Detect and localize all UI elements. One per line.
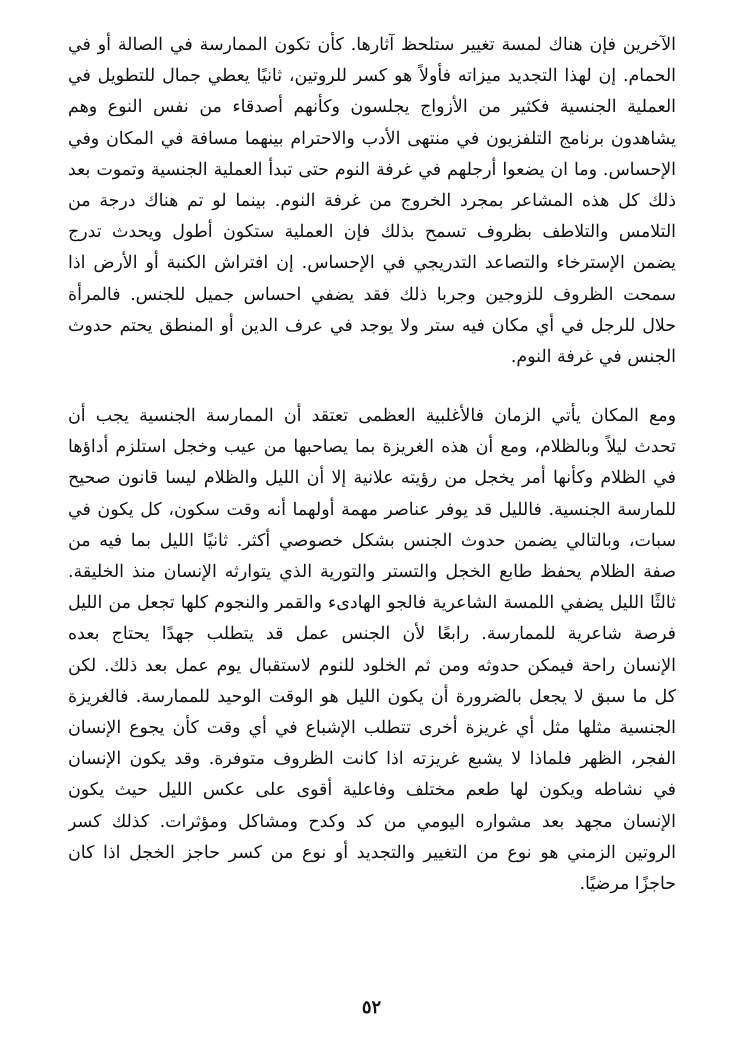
text-line: الجنسية مثلها مثل أي غريزة أخرى تتطلب الإشباع في أي وقت كأن يجوع الإنسان [68, 717, 676, 738]
paragraph-1 [68, 30, 676, 373]
text-line: الحمام. إن لهذا التجديد ميزاته فأولاً هو كسر للروتين، ثانيًا يعطي جمال للتطويل في [68, 66, 676, 87]
page-body [68, 30, 676, 900]
text-line: يشاهدون برنامج التلفزيون في منتهى الأدب والاحترام بينهما مسافة في المكان وفي [68, 128, 676, 149]
text-line: التلامس والتلاطف بظروف تسمح بذلك فإن العملية ستكون أطول ويحدث تدرج [68, 222, 676, 243]
paragraph-gap [68, 373, 676, 401]
text-line: الجنس في غرفة النوم. [510, 346, 676, 367]
text-line: في نشاطه ويكون لها طعم مختلف وفاعلية أقوى على عكس الليل حيث يكون [68, 780, 676, 801]
text-line: الإنسان مجهد بعد مشواره اليومي من كد وكدح ومشاكل ومؤثرات. كذلك كسر [68, 811, 676, 832]
text-line: سبات، وبالتالي يضمن حدوث الجنس بشكل خصوصي أكثر. ثانيًا الليل بما فيه من [68, 530, 676, 551]
text-line: الإنسان راحة فيمكن حدوثه ومن ثم الخلود للنوم لاستقبال يوم عمل بعد ذلك. لكن [68, 655, 676, 676]
text-line: تحدث ليلاً وبالظلام، ومع أن هذه الغريزة بما يصاحبها من عيب وخجل استلزم أداؤها [68, 437, 676, 458]
text-line: كل ما سبق لا يجعل بالضرورة أن يكون الليل هو الوقت الوحيد للممارسة. فالغريزة [68, 686, 676, 707]
text-line: حاجزًا مرضيًا. [579, 873, 676, 894]
text-line: الآخرين فإن هناك لمسة تغيير ستلحظ آثارها. كأن تكون الممارسة في الصالة أو في [68, 35, 676, 55]
text-line: العملية الجنسية فكثير من الأزواج يجلسون وكأنهم أصدقاء من نفس النوع وهم [68, 97, 676, 118]
text-line: حلال للرجل في أي مكان فيه ستر ولا يوجد في عرف الدين أو المنطق يحتم حدوث [68, 315, 676, 336]
text-line: فرصة شاعرية للممارسة. رابعًا لأن الجنس عمل قد يتطلب جهدًا يحتاج بعده [68, 624, 676, 645]
text-line: الروتين الزمني هو نوع من التغيير والتجديد أو نوع من كسر حاجز الخجل اذا كان [68, 842, 676, 863]
page-number: ٥٢ [361, 997, 382, 1018]
text-line: سمحت الظروف للزوجين وجربا ذلك فقد يضفي احساس جميل للجنس. فالمرأة [68, 284, 676, 305]
text-line: ذلك كل هذه المشاعر بمجرد الخروج من غرفة النوم. بينما لو تم هناك درجة من [68, 190, 676, 211]
text-line: الفجر، الظهر فلماذا لا يشبع غريزته اذا كانت الظروف متوفرة. وقد يكون الإنسان [68, 749, 676, 770]
paragraph-2 [68, 401, 676, 900]
text-line: ومع المكان يأتي الزمان فالأغلبية العظمى تعتقد أن الممارسة الجنسية يجب أن [68, 406, 676, 427]
text-line: صفة الظلام يحفظ طابع الخجل والتستر والتورية الذي يتوارثه الإنسان منذ الخليقة. [68, 562, 676, 582]
text-line: يضمن الإسترخاء والتصاعد التدريجي في الإحساس. إن افتراش الكنبة أو الأرض اذا [68, 253, 676, 274]
text-line: للمارسة الجنسية. فالليل قد يوفر عناصر مهمة أولهما أنه وقت سكون، كل يكون في [68, 499, 676, 520]
text-line: الإحساس. وما ان يضعوا أرجلهم في غرفة النوم حتى تبدأ العملية الجنسية وتموت بعد [68, 159, 676, 180]
text-line: ثالثًا الليل يضفي اللمسة الشاعرية فالجو الهادىء والقمر والنجوم كلها تجعل من الليل [68, 593, 676, 614]
text-line: في الظلام وكأنها أمر يخجل من رؤيته علانية إلا أن الليل والظلام ليسا قانون صحيح [68, 468, 676, 489]
